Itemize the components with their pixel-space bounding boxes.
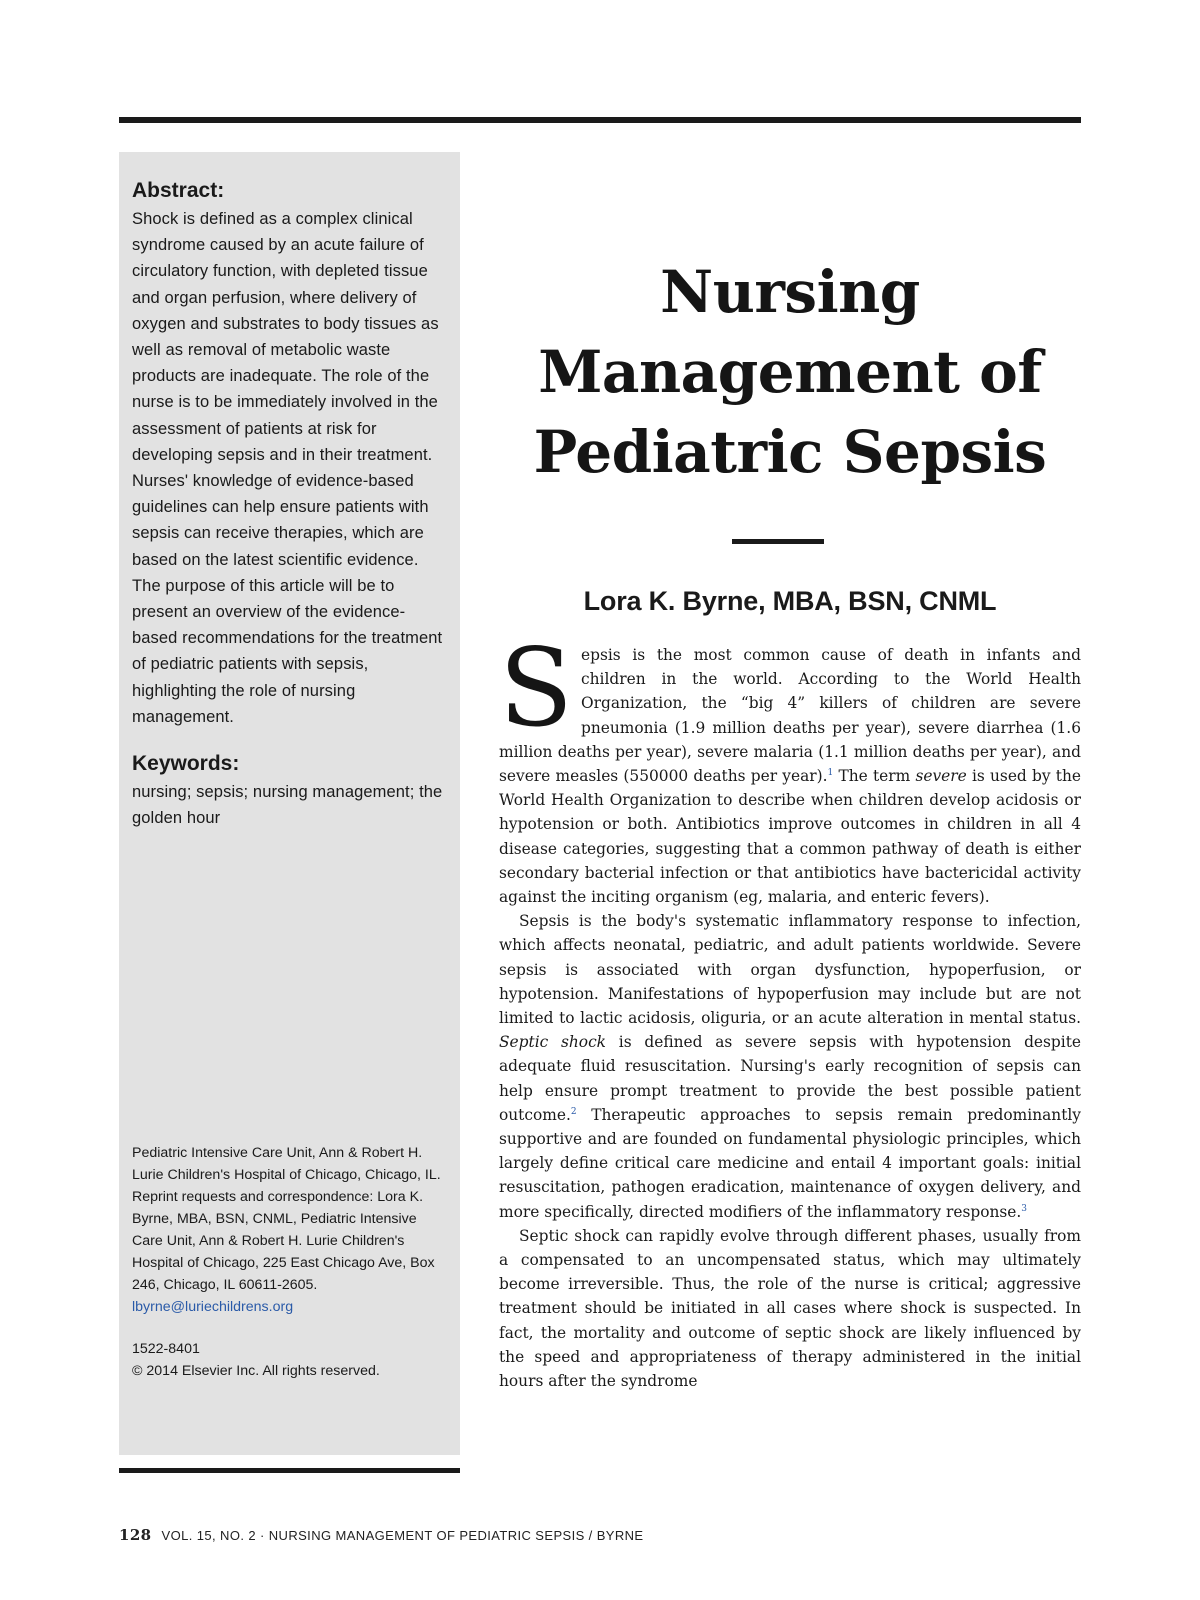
reprint-requests: Reprint requests and correspondence: Lora K. Byrne, MBA, BSN, CNML, Pediatric Intensive Care Unit, Ann & Robert H. Lurie Children's Hospital of Chicago, 225 East Chicago Ave, Box 246, Chicago, IL 60611-2605.: [132, 1189, 435, 1293]
page-number: 128: [119, 1526, 152, 1544]
reference-1-link[interactable]: 1: [827, 767, 834, 778]
body-paragraph-2: Sepsis is the body's systematic inflammatory response to infection, which affects neonatal, pediatric, and adult patients worldwide. Severe sepsis is associated with organ dysfunction, hypoperfusion, or hypotension. Manifestations of hypoperfusion may include but are not limited to lactic acidosis, oliguria, or an acute alteration in mental status. Septic shock is defined as severe sepsis with hypotension despite adequate fluid resuscitation. Nursing's early recognition of sepsis can help ensure prompt treatment to provide the best possible patient outcome.$^2$ Therapeutic approaches to sepsis remain predominantly supportive and are founded on fundamental physiologic principles, which largely define critical care medicine and entail 4 important goals: initial resuscitation, pathogen eradication, maintenance of oxygen delivery, and more specifically, directed modifiers of the inflammatory response.$^3$: [499, 912, 1081, 1221]
abstract-text: Shock is defined as a complex clinical syndrome caused by an acute failure of circulatory function, with depleted tissue and organ perfusion, where delivery of oxygen and substrates to body tissues as well as removal of metabolic waste products are inadequate. The role of the nurse is to be immediately involved in the assessment of patients at risk for developing sepsis and in their treatment. Nurses' knowledge of evidence-based guidelines can help ensure patients with sepsis can receive therapies, which are based on the latest scientific evidence. The purpose of this article will be to present an overview of the evidence-based recommendations for the treatment of pediatric patients with sepsis, highlighting the role of nursing management.: [132, 210, 443, 726]
article-body: [499, 626, 1081, 1393]
copyright: © 2014 Elsevier Inc. All rights reserved.: [132, 1363, 380, 1379]
abstract-heading: Abstract:: [132, 179, 225, 202]
bottom-rule: [119, 1468, 460, 1473]
article-title: Nursing Management of Pediatric Sepsis: [533, 258, 1047, 486]
top-rule: [119, 117, 1081, 123]
page-footer: [119, 1526, 1081, 1544]
article-author: Lora K. Byrne, MBA, BSN, CNML: [583, 586, 997, 616]
author-email-link[interactable]: lbyrne@luriechildrens.org: [132, 1299, 294, 1315]
drop-cap: S: [499, 626, 573, 751]
running-head: VOL. 15, NO. 2 · NURSING MANAGEMENT OF PEDIATRIC SEPSIS / BYRNE: [161, 1528, 644, 1543]
body-paragraph-1: Sepsis is the most common cause of death in infants and children in the world. According to the World Health Organization, the “big 4” killers of children are severe pneumonia (1.9 million deaths per year), severe diarrhea (1.6 million deaths per year), severe malaria (1.1 million deaths per year), and severe measles (550000 deaths per year).$^1$ The term severe is used by the World Health Organization to describe when children develop acidosis or hypotension or both. Antibiotics improve outcomes in children in all 4 disease categories, suggesting that a common pathway of death is either secondary bacterial infection or that antibiotics have bactericidal activity against the inciting organism (eg, malaria, and enteric fevers).: [499, 626, 1081, 907]
keywords-text: nursing; sepsis; nursing management; the golden hour: [132, 783, 443, 828]
abstract-sidebar: [119, 152, 460, 1455]
reference-3-link[interactable]: 3: [1021, 1203, 1028, 1214]
issn: 1522-8401: [132, 1341, 200, 1357]
title-divider: [732, 539, 824, 544]
affiliation-institution: Pediatric Intensive Care Unit, Ann & Robert H. Lurie Children's Hospital of Chicago, Chicago, IL.: [132, 1145, 441, 1183]
body-paragraph-3: Septic shock can rapidly evolve through different phases, usually from a compensated to an uncompensated status, which may ultimately become irreversible. Thus, the role of the nurse is critical; aggressive treatment should be initiated in all cases where shock is suspected. In fact, the mortality and outcome of septic shock are likely influenced by the speed and appropriateness of therapy administered in the initial hours after the syndrome: [499, 1226, 1081, 1391]
reference-2-link[interactable]: 2: [570, 1106, 577, 1117]
affiliation-block: [132, 1142, 450, 1382]
keywords-heading: Keywords:: [132, 752, 240, 776]
